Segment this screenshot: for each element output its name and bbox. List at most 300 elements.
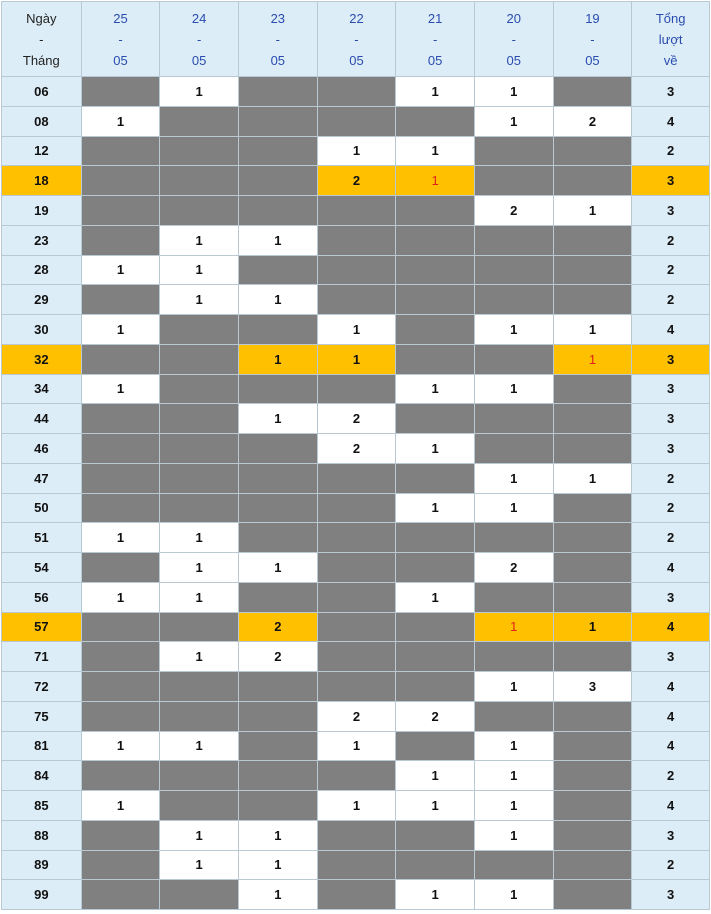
empty-cell: [238, 523, 317, 553]
empty-cell: [160, 463, 239, 493]
hit-count-cell: 1: [160, 820, 239, 850]
row-number: 06: [2, 77, 82, 107]
row-number: 50: [2, 493, 82, 523]
header-dash: -: [590, 31, 595, 47]
row-number: 30: [2, 315, 82, 345]
empty-cell: [474, 582, 553, 612]
hit-count-cell: 1: [553, 344, 632, 374]
empty-cell: [238, 255, 317, 285]
hit-count-cell: 1: [396, 791, 475, 821]
hit-count-cell: 1: [160, 77, 239, 107]
header-day-col: [238, 2, 317, 77]
table-row: [2, 196, 710, 226]
hit-count-cell: 1: [81, 582, 160, 612]
empty-cell: [81, 701, 160, 731]
hit-count-cell: 2: [317, 701, 396, 731]
empty-cell: [474, 166, 553, 196]
hit-count-cell: 1: [81, 523, 160, 553]
empty-cell: [553, 374, 632, 404]
hit-count-cell: 1: [238, 553, 317, 583]
row-number: 99: [2, 880, 82, 910]
hit-count-cell: 1: [160, 850, 239, 880]
row-total: 2: [632, 761, 710, 791]
row-number: 71: [2, 642, 82, 672]
empty-cell: [396, 285, 475, 315]
table-row: [2, 77, 710, 107]
row-total: 4: [632, 731, 710, 761]
table-row: [2, 493, 710, 523]
empty-cell: [81, 642, 160, 672]
header-total-label-line: về: [663, 52, 678, 68]
hit-count-cell: 1: [160, 731, 239, 761]
row-number: 75: [2, 701, 82, 731]
row-total: 3: [632, 880, 710, 910]
table-row: [2, 701, 710, 731]
empty-cell: [238, 463, 317, 493]
empty-cell: [553, 761, 632, 791]
empty-cell: [553, 850, 632, 880]
empty-cell: [317, 463, 396, 493]
hit-count-cell: 1: [474, 820, 553, 850]
header-month: 05: [427, 52, 443, 68]
row-number: 85: [2, 791, 82, 821]
table-row: [2, 136, 710, 166]
header-month: 05: [585, 52, 600, 68]
header-dash: -: [511, 31, 516, 47]
empty-cell: [553, 880, 632, 910]
empty-cell: [396, 344, 475, 374]
empty-cell: [317, 582, 396, 612]
row-total: 2: [632, 255, 710, 285]
row-number: 72: [2, 672, 82, 702]
hit-count-cell: 2: [474, 196, 553, 226]
table-row: [2, 880, 710, 910]
empty-cell: [81, 463, 160, 493]
empty-cell: [317, 374, 396, 404]
row-total: 4: [632, 791, 710, 821]
empty-cell: [81, 225, 160, 255]
hit-count-cell: 1: [474, 493, 553, 523]
hit-count-cell: 1: [474, 880, 553, 910]
row-number: 47: [2, 463, 82, 493]
row-number: 81: [2, 731, 82, 761]
empty-cell: [317, 225, 396, 255]
empty-cell: [160, 166, 239, 196]
empty-cell: [553, 731, 632, 761]
row-number: 18: [2, 166, 82, 196]
empty-cell: [396, 553, 475, 583]
row-number: 51: [2, 523, 82, 553]
header-day: 19: [585, 10, 600, 26]
row-total: 3: [632, 196, 710, 226]
table-row: [2, 315, 710, 345]
row-number: 46: [2, 434, 82, 464]
empty-cell: [238, 731, 317, 761]
empty-cell: [396, 404, 475, 434]
header-total-label-line: Tổng: [655, 10, 686, 26]
empty-cell: [553, 553, 632, 583]
empty-cell: [317, 196, 396, 226]
hit-count-cell: 1: [474, 315, 553, 345]
hit-count-cell: 1: [474, 374, 553, 404]
empty-cell: [81, 285, 160, 315]
hit-count-cell: 1: [81, 315, 160, 345]
table-row: [2, 612, 710, 642]
empty-cell: [396, 642, 475, 672]
empty-cell: [474, 523, 553, 553]
empty-cell: [81, 434, 160, 464]
row-total: 4: [632, 315, 710, 345]
hit-count-cell: 1: [396, 493, 475, 523]
empty-cell: [81, 672, 160, 702]
header-day: 25: [113, 10, 128, 26]
header-day: 20: [506, 10, 522, 26]
hit-count-cell: 1: [317, 315, 396, 345]
empty-cell: [553, 434, 632, 464]
row-total: 2: [632, 493, 710, 523]
header-dash: -: [432, 31, 438, 47]
hit-count-cell: 1: [81, 731, 160, 761]
row-total: 4: [632, 612, 710, 642]
empty-cell: [81, 166, 160, 196]
row-total: 2: [632, 225, 710, 255]
row-number: 54: [2, 553, 82, 583]
empty-cell: [553, 255, 632, 285]
hit-count-cell: 2: [238, 612, 317, 642]
empty-cell: [238, 672, 317, 702]
empty-cell: [474, 642, 553, 672]
empty-cell: [160, 672, 239, 702]
hit-count-cell: 1: [238, 820, 317, 850]
empty-cell: [396, 731, 475, 761]
row-total: 3: [632, 820, 710, 850]
table-body: [2, 77, 710, 910]
hit-count-cell: 1: [160, 553, 239, 583]
header-day-col: [553, 2, 632, 77]
header-dash: -: [196, 31, 202, 47]
row-total: 2: [632, 463, 710, 493]
empty-cell: [317, 285, 396, 315]
empty-cell: [81, 136, 160, 166]
hit-count-cell: 1: [474, 791, 553, 821]
empty-cell: [317, 523, 396, 553]
empty-cell: [238, 701, 317, 731]
row-total: 4: [632, 672, 710, 702]
row-total: 2: [632, 850, 710, 880]
table-row: [2, 642, 710, 672]
empty-cell: [474, 285, 553, 315]
header-day-col: [160, 2, 239, 77]
hit-count-cell: 1: [396, 880, 475, 910]
row-number: 12: [2, 136, 82, 166]
empty-cell: [396, 820, 475, 850]
header-day-col: [474, 2, 553, 77]
empty-cell: [317, 493, 396, 523]
row-total: 3: [632, 166, 710, 196]
lottery-frequency-table: [1, 1, 710, 910]
table-row: [2, 106, 710, 136]
empty-cell: [317, 612, 396, 642]
row-total: 4: [632, 553, 710, 583]
empty-cell: [317, 553, 396, 583]
empty-cell: [553, 166, 632, 196]
empty-cell: [160, 761, 239, 791]
header-month: 05: [506, 52, 522, 68]
hit-count-cell: 2: [474, 553, 553, 583]
empty-cell: [81, 344, 160, 374]
table-row: [2, 434, 710, 464]
empty-cell: [160, 791, 239, 821]
empty-cell: [474, 850, 553, 880]
hit-count-cell: 1: [238, 404, 317, 434]
table-row: [2, 344, 710, 374]
empty-cell: [238, 493, 317, 523]
row-total: 2: [632, 285, 710, 315]
hit-count-cell: 1: [396, 136, 475, 166]
table-row: [2, 761, 710, 791]
empty-cell: [81, 850, 160, 880]
hit-count-cell: 2: [396, 701, 475, 731]
row-number: 29: [2, 285, 82, 315]
table-row: [2, 850, 710, 880]
hit-count-cell: 1: [317, 344, 396, 374]
hit-count-cell: 1: [396, 374, 475, 404]
empty-cell: [238, 77, 317, 107]
empty-cell: [81, 196, 160, 226]
empty-cell: [317, 850, 396, 880]
header-day-col: [396, 2, 475, 77]
hit-count-cell: 3: [553, 672, 632, 702]
row-number: 84: [2, 761, 82, 791]
header-day: 23: [270, 10, 286, 26]
table-row: [2, 404, 710, 434]
empty-cell: [396, 315, 475, 345]
table-row: [2, 820, 710, 850]
table-header: [2, 2, 710, 77]
table-row: [2, 672, 710, 702]
header-total-label: [632, 2, 710, 77]
row-total: 4: [632, 106, 710, 136]
hit-count-cell: 1: [238, 344, 317, 374]
header-date-label-line: Tháng: [22, 52, 60, 68]
empty-cell: [160, 434, 239, 464]
empty-cell: [160, 136, 239, 166]
row-number: 32: [2, 344, 82, 374]
hit-count-cell: 1: [474, 731, 553, 761]
empty-cell: [474, 404, 553, 434]
table-row: [2, 553, 710, 583]
hit-count-cell: 1: [396, 77, 475, 107]
header-month: 05: [191, 52, 207, 68]
hit-count-cell: 2: [553, 106, 632, 136]
header-month: 05: [270, 52, 286, 68]
row-total: 2: [632, 136, 710, 166]
table-row: [2, 255, 710, 285]
empty-cell: [81, 404, 160, 434]
hit-count-cell: 1: [81, 791, 160, 821]
hit-count-cell: 1: [160, 642, 239, 672]
empty-cell: [553, 820, 632, 850]
empty-cell: [396, 196, 475, 226]
header-month: 05: [113, 52, 128, 68]
table-row: [2, 463, 710, 493]
hit-count-cell: 2: [317, 404, 396, 434]
empty-cell: [81, 612, 160, 642]
row-number: 89: [2, 850, 82, 880]
table-row: [2, 731, 710, 761]
empty-cell: [553, 523, 632, 553]
empty-cell: [474, 344, 553, 374]
hit-count-cell: 1: [238, 225, 317, 255]
row-total: 3: [632, 404, 710, 434]
hit-count-cell: 2: [238, 642, 317, 672]
row-number: 08: [2, 106, 82, 136]
empty-cell: [474, 225, 553, 255]
empty-cell: [553, 493, 632, 523]
header-day: 22: [349, 10, 364, 26]
empty-cell: [553, 404, 632, 434]
empty-cell: [396, 523, 475, 553]
header-dash: -: [275, 31, 280, 47]
hit-count-cell: 1: [474, 106, 553, 136]
row-total: 3: [632, 434, 710, 464]
empty-cell: [238, 791, 317, 821]
empty-cell: [553, 701, 632, 731]
row-total: 2: [632, 523, 710, 553]
table-row: [2, 523, 710, 553]
row-number: 44: [2, 404, 82, 434]
header-dash: -: [118, 31, 123, 47]
empty-cell: [396, 850, 475, 880]
empty-cell: [160, 374, 239, 404]
empty-cell: [238, 136, 317, 166]
hit-count-cell: 1: [160, 225, 239, 255]
hit-count-cell: 1: [553, 315, 632, 345]
row-number: 23: [2, 225, 82, 255]
hit-count-cell: 2: [317, 166, 396, 196]
empty-cell: [553, 77, 632, 107]
header-day-col: [317, 2, 396, 77]
empty-cell: [81, 553, 160, 583]
row-total: 3: [632, 374, 710, 404]
empty-cell: [160, 612, 239, 642]
empty-cell: [317, 642, 396, 672]
empty-cell: [317, 880, 396, 910]
hit-count-cell: 1: [474, 761, 553, 791]
hit-count-cell: 1: [81, 255, 160, 285]
row-total: 3: [632, 77, 710, 107]
row-number: 56: [2, 582, 82, 612]
header-date-label-line: Ngày: [26, 10, 57, 26]
empty-cell: [160, 701, 239, 731]
empty-cell: [81, 820, 160, 850]
header-total-label-line: lượt: [658, 31, 683, 47]
empty-cell: [553, 642, 632, 672]
empty-cell: [238, 315, 317, 345]
empty-cell: [81, 77, 160, 107]
header-dash: -: [354, 31, 359, 47]
table-row: [2, 166, 710, 196]
hit-count-cell: 1: [160, 285, 239, 315]
hit-count-cell: 1: [81, 106, 160, 136]
row-number: 88: [2, 820, 82, 850]
hit-count-cell: 1: [160, 523, 239, 553]
empty-cell: [317, 761, 396, 791]
empty-cell: [553, 582, 632, 612]
hit-count-cell: 1: [396, 582, 475, 612]
hit-count-cell: 1: [317, 791, 396, 821]
hit-count-cell: 1: [238, 880, 317, 910]
row-total: 3: [632, 642, 710, 672]
empty-cell: [396, 106, 475, 136]
empty-cell: [474, 434, 553, 464]
empty-cell: [396, 463, 475, 493]
hit-count-cell: 1: [238, 285, 317, 315]
empty-cell: [81, 761, 160, 791]
empty-cell: [317, 77, 396, 107]
table-row: [2, 285, 710, 315]
empty-cell: [396, 255, 475, 285]
table-row: [2, 374, 710, 404]
empty-cell: [238, 166, 317, 196]
empty-cell: [238, 196, 317, 226]
empty-cell: [474, 255, 553, 285]
row-number: 28: [2, 255, 82, 285]
empty-cell: [553, 285, 632, 315]
row-total: 3: [632, 582, 710, 612]
empty-cell: [474, 136, 553, 166]
empty-cell: [81, 493, 160, 523]
empty-cell: [160, 493, 239, 523]
empty-cell: [553, 791, 632, 821]
header-day: 21: [427, 10, 443, 26]
hit-count-cell: 2: [317, 434, 396, 464]
empty-cell: [238, 761, 317, 791]
table-row: [2, 225, 710, 255]
hit-count-cell: 1: [553, 463, 632, 493]
header-date-label-line: -: [39, 31, 44, 47]
header-row: [2, 2, 710, 77]
hit-count-cell: 1: [317, 136, 396, 166]
empty-cell: [238, 434, 317, 464]
empty-cell: [160, 344, 239, 374]
empty-cell: [160, 196, 239, 226]
hit-count-cell: 1: [81, 374, 160, 404]
row-number: 57: [2, 612, 82, 642]
hit-count-cell: 1: [396, 434, 475, 464]
hit-count-cell: 1: [474, 672, 553, 702]
hit-count-cell: 1: [317, 731, 396, 761]
hit-count-cell: 1: [238, 850, 317, 880]
hit-count-cell: 1: [474, 77, 553, 107]
hit-count-cell: 1: [396, 166, 475, 196]
empty-cell: [160, 106, 239, 136]
hit-count-cell: 1: [396, 761, 475, 791]
hit-count-cell: 1: [160, 582, 239, 612]
row-total: 4: [632, 701, 710, 731]
empty-cell: [160, 880, 239, 910]
header-month: 05: [349, 52, 364, 68]
table-row: [2, 582, 710, 612]
hit-count-cell: 1: [474, 463, 553, 493]
empty-cell: [160, 315, 239, 345]
hit-count-cell: 1: [160, 255, 239, 285]
empty-cell: [553, 225, 632, 255]
empty-cell: [238, 582, 317, 612]
empty-cell: [396, 225, 475, 255]
header-day: 24: [191, 10, 207, 26]
empty-cell: [160, 404, 239, 434]
